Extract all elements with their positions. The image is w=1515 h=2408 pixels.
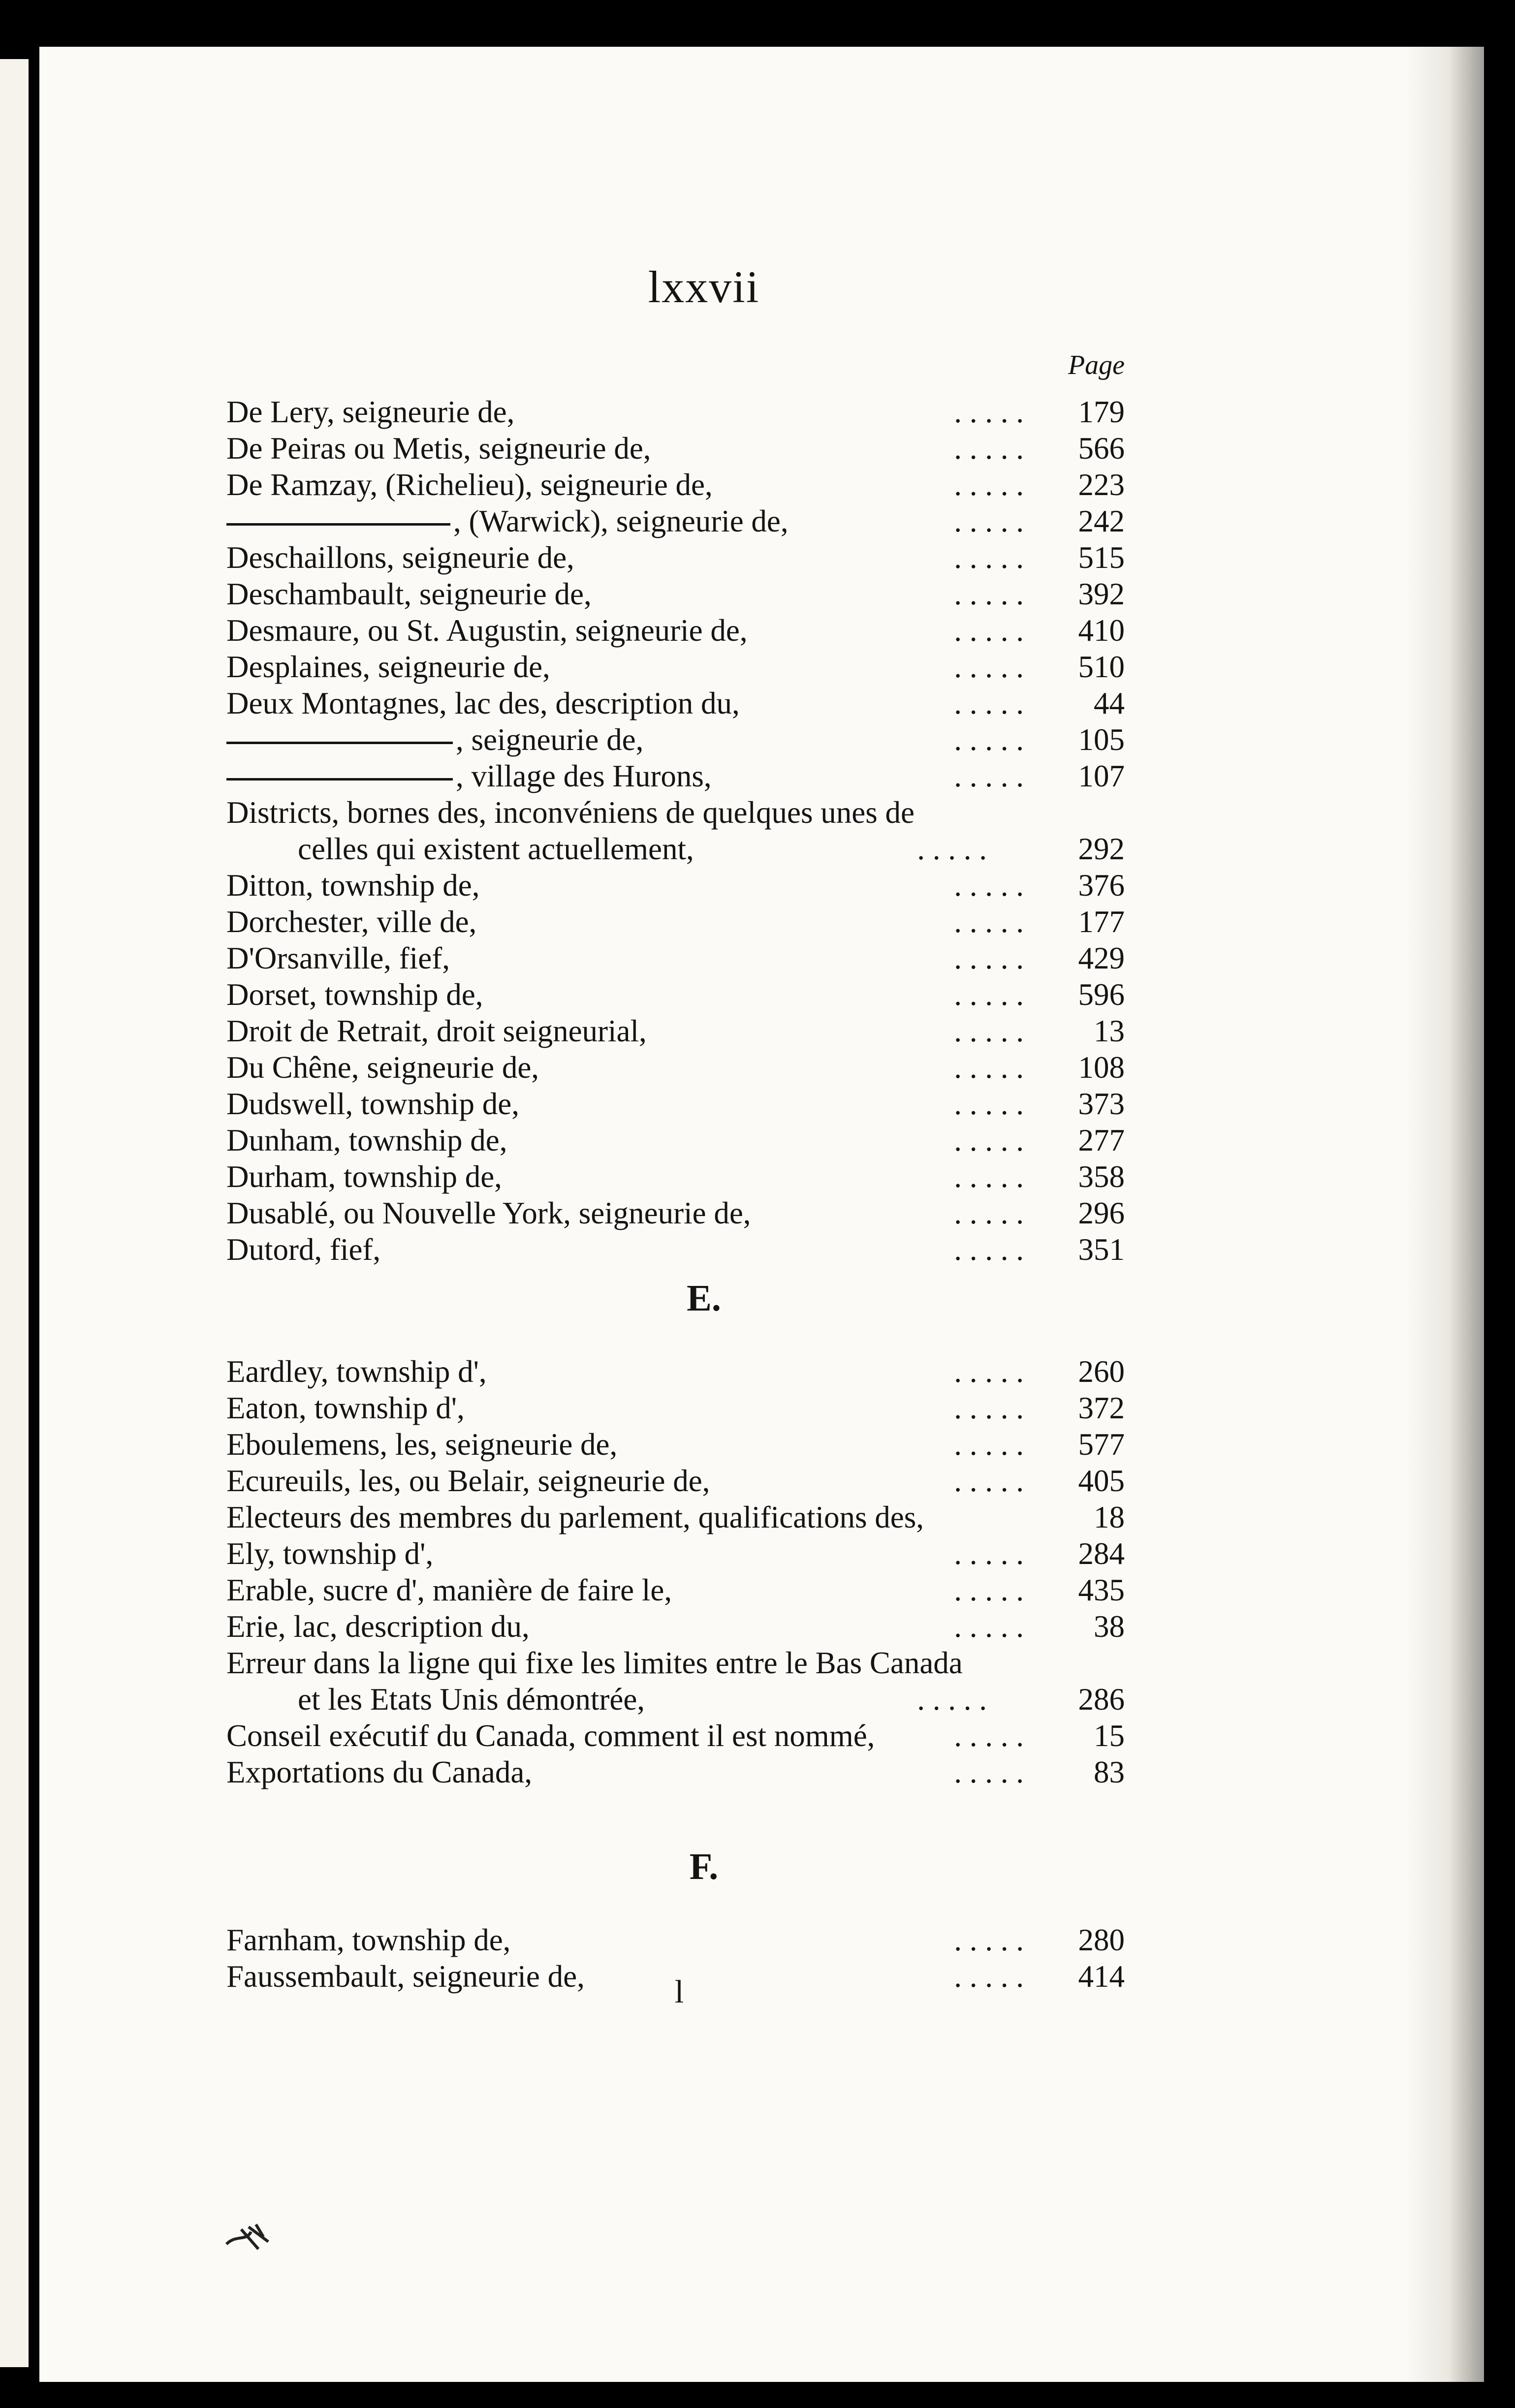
dot-leader: . . . . . — [954, 1719, 1024, 1753]
entry-term — [226, 1608, 530, 1645]
entry-term-text: Dunham, township de, — [226, 1123, 507, 1157]
entry-term-text: Farnham, township de, — [226, 1923, 511, 1957]
index-entry — [226, 1754, 1125, 1790]
dot-leader: . . . . . — [954, 504, 1024, 538]
dot-leader: . . . . . — [954, 1159, 1024, 1194]
dot-leader: . . . . . — [954, 941, 1024, 975]
entry-term — [226, 1390, 465, 1426]
dot-leader: . . . . . — [917, 1682, 987, 1717]
entry-page-number: 177 — [1078, 905, 1125, 939]
entry-page-number: 429 — [1078, 941, 1125, 975]
index-entry — [226, 1390, 1125, 1426]
ditto-dash — [226, 778, 453, 781]
entry-term — [298, 831, 694, 867]
dot-leader: . . . . . — [954, 540, 1024, 575]
entry-page-number: 358 — [1078, 1159, 1125, 1194]
entry-term — [226, 976, 483, 1013]
entry-term-text: Erable, sucre d', manière de faire le, — [226, 1573, 672, 1607]
index-entry — [226, 1958, 1125, 1995]
index-entry — [226, 685, 1125, 721]
entry-term-text: D'Orsanville, fief, — [226, 941, 450, 975]
entry-term-text: Faussembault, seigneurie de, — [226, 1959, 585, 1994]
index-entry — [226, 721, 1125, 758]
entry-term-text: Eboulemens, les, seigneurie de, — [226, 1427, 618, 1462]
index-entry — [226, 503, 1125, 539]
entry-term-text: Dusablé, ou Nouvelle York, seigneurie de, — [226, 1196, 751, 1230]
dot-leader: . . . . . — [954, 1050, 1024, 1085]
page-column-header: Page — [1068, 350, 1125, 380]
dot-leader: . . . . . — [954, 577, 1024, 611]
entry-page-number: 179 — [1078, 395, 1125, 429]
entry-term-text: Du Chêne, seigneurie de, — [226, 1050, 539, 1085]
dot-leader: . . . . . — [954, 1609, 1024, 1644]
dot-leader: . . . . . — [954, 1232, 1024, 1267]
dot-leader: . . . . . — [954, 686, 1024, 720]
dot-leader: . . . . . — [954, 1354, 1024, 1389]
entry-term — [226, 1353, 487, 1390]
section-heading-e: E. — [687, 1278, 721, 1319]
entry-term — [226, 1426, 617, 1463]
entry-page-number: 242 — [1078, 504, 1125, 538]
entry-term-text: Dorset, township de, — [226, 977, 483, 1012]
entry-term-text: Eardley, township d', — [226, 1354, 487, 1389]
entry-term-text: Conseil exécutif du Canada, comment il est nommé, — [226, 1719, 875, 1753]
entry-page-number: 284 — [1078, 1536, 1125, 1571]
entry-page-number: 107 — [1078, 759, 1125, 793]
entry-term-text: Ditton, township de, — [226, 868, 480, 903]
entry-term — [226, 1086, 519, 1122]
entry-term-text: Dutord, fief, — [226, 1232, 381, 1267]
section-heading-f: F. — [689, 1846, 719, 1887]
entry-term-text: Droit de Retrait, droit seigneurial, — [226, 1014, 647, 1048]
entry-term — [226, 576, 592, 612]
entry-term — [226, 721, 643, 758]
index-entry — [226, 1463, 1125, 1499]
entry-term — [226, 649, 550, 685]
index-entry — [226, 1158, 1125, 1195]
entry-page-number: 260 — [1078, 1354, 1125, 1389]
entry-term — [226, 758, 712, 794]
index-entry — [226, 1718, 1125, 1754]
entry-page-number: 105 — [1078, 722, 1125, 757]
index-entry — [226, 1645, 1125, 1681]
entry-page-number: 372 — [1078, 1391, 1125, 1425]
dot-leader: . . . . . — [954, 1391, 1024, 1425]
entry-term-text: , (Warwick), seigneurie de, — [453, 504, 789, 538]
entry-page-number: 410 — [1078, 613, 1125, 648]
entry-page-number: 296 — [1078, 1196, 1125, 1230]
entry-term — [226, 394, 514, 430]
entry-page-number: 108 — [1078, 1050, 1125, 1085]
dot-leader: . . . . . — [954, 468, 1024, 502]
entry-term-text: Erreur dans la ligne qui fixe les limites entre le Bas Canada — [226, 1646, 963, 1680]
entry-term-text: De Lery, seigneurie de, — [226, 395, 515, 429]
index-entry — [298, 1681, 1125, 1718]
dot-leader: . . . . . — [954, 1959, 1024, 1994]
entry-term — [226, 1158, 502, 1195]
dot-leader: . . . . . — [954, 1123, 1024, 1157]
entry-term-text: Exportations du Canada, — [226, 1755, 533, 1789]
ink-flourish-mark — [221, 2215, 281, 2254]
entry-term-text: Ecureuils, les, ou Belair, seigneurie de, — [226, 1464, 710, 1498]
entry-term — [226, 1922, 510, 1958]
entry-page-number: 376 — [1078, 868, 1125, 903]
index-entry — [226, 1426, 1125, 1463]
entry-term-text: et les Etats Unis démontrée, — [298, 1682, 645, 1717]
entry-page-number: 280 — [1078, 1923, 1125, 1957]
entry-term — [226, 430, 651, 467]
entry-term-text: Desplaines, seigneurie de, — [226, 650, 550, 684]
index-entry — [226, 1499, 1125, 1535]
entry-term — [226, 1231, 380, 1268]
entry-term-text: , seigneurie de, — [456, 722, 644, 757]
entry-page-number: 13 — [1094, 1014, 1125, 1048]
entry-term — [226, 1754, 532, 1790]
index-entry — [226, 1195, 1125, 1231]
index-entry — [226, 1049, 1125, 1086]
entry-page-number: 515 — [1078, 540, 1125, 575]
dot-leader: . . . . . — [954, 1427, 1024, 1462]
entry-term-text: Durham, township de, — [226, 1159, 502, 1194]
index-entry — [226, 1608, 1125, 1645]
ditto-dash — [226, 742, 453, 744]
dot-leader: . . . . . — [954, 977, 1024, 1012]
dot-leader: . . . . . — [954, 1755, 1024, 1789]
dot-leader: . . . . . — [954, 1196, 1024, 1230]
entry-term — [226, 904, 476, 940]
index-entry — [298, 831, 1125, 867]
entry-term — [226, 1572, 672, 1608]
book-page — [39, 47, 1484, 2382]
dot-leader: . . . . . — [954, 1464, 1024, 1498]
entry-term — [226, 539, 574, 576]
entry-term — [226, 794, 1036, 831]
index-entry — [226, 430, 1125, 467]
entry-page-number: 405 — [1078, 1464, 1125, 1498]
index-entry — [226, 649, 1125, 685]
entry-term — [226, 1535, 433, 1572]
dot-leader: . . . . . — [954, 905, 1024, 939]
dot-leader: . . . . . — [954, 759, 1024, 793]
entry-term — [226, 1122, 507, 1158]
dot-leader: . . . . . — [954, 431, 1024, 466]
dot-leader: . . . . . — [954, 1536, 1024, 1571]
dot-leader: . . . . . — [954, 722, 1024, 757]
entry-page-number: 18 — [1094, 1500, 1125, 1534]
index-entry — [226, 1535, 1125, 1572]
entry-term — [226, 1463, 710, 1499]
index-entry — [226, 758, 1125, 794]
entry-term — [226, 940, 450, 976]
page-number: lxxvii — [648, 262, 760, 312]
entry-page-number: 414 — [1078, 1959, 1125, 1994]
entry-term-text: , village des Hurons, — [456, 759, 712, 793]
dot-leader: . . . . . — [954, 868, 1024, 903]
dot-leader: . . . . . — [954, 650, 1024, 684]
entry-term — [226, 1013, 647, 1049]
entry-page-number: 373 — [1078, 1087, 1125, 1121]
entry-page-number: 510 — [1078, 650, 1125, 684]
index-entry — [226, 1122, 1125, 1158]
index-entry — [226, 1013, 1125, 1049]
dot-leader: . . . . . — [954, 613, 1024, 648]
entry-page-number: 277 — [1078, 1123, 1125, 1157]
entry-term — [298, 1681, 645, 1718]
dot-leader: . . . . . — [954, 1014, 1024, 1048]
entry-page-number: 351 — [1078, 1232, 1125, 1267]
entry-term-text: Eaton, township d', — [226, 1391, 465, 1425]
entry-term-text: Electeurs des membres du parlement, qualifications des, — [226, 1500, 924, 1534]
entry-page-number: 292 — [1078, 832, 1125, 866]
entry-page-number: 44 — [1094, 686, 1125, 720]
entry-page-number: 83 — [1094, 1755, 1125, 1789]
entry-term-text: Dudswell, township de, — [226, 1087, 519, 1121]
index-entry — [226, 1086, 1125, 1122]
entry-term-text: De Peiras ou Metis, seigneurie de, — [226, 431, 651, 466]
entry-page-number: 286 — [1078, 1682, 1125, 1717]
entry-term-text: Desmaure, ou St. Augustin, seigneurie de, — [226, 613, 748, 648]
entry-term — [226, 1049, 539, 1086]
index-entry — [226, 394, 1125, 430]
entry-term-text: Deschambault, seigneurie de, — [226, 577, 592, 611]
ditto-dash — [226, 523, 450, 526]
index-entry — [226, 794, 1125, 831]
index-entry — [226, 1572, 1125, 1608]
entry-term-text: Deschaillons, seigneurie de, — [226, 540, 574, 575]
dot-leader: . . . . . — [954, 1087, 1024, 1121]
index-entry — [226, 539, 1125, 576]
entry-term — [226, 1958, 585, 1995]
index-entry — [226, 1353, 1125, 1390]
facing-page-edge — [0, 59, 29, 2367]
signature-mark: l — [674, 1974, 684, 2010]
index-entry — [226, 576, 1125, 612]
index-entry — [226, 940, 1125, 976]
dot-leader: . . . . . — [954, 1573, 1024, 1607]
entry-page-number: 392 — [1078, 577, 1125, 611]
entry-page-number: 566 — [1078, 431, 1125, 466]
entry-term-text: De Ramzay, (Richelieu), seigneurie de, — [226, 468, 713, 502]
entry-page-number: 577 — [1078, 1427, 1125, 1462]
index-entry — [226, 904, 1125, 940]
index-entry — [226, 612, 1125, 649]
dot-leader: . . . . . — [917, 832, 987, 866]
index-entry — [226, 867, 1125, 904]
page-fore-edge-shadow — [1405, 47, 1484, 2382]
entry-term-text: Erie, lac, description du, — [226, 1609, 530, 1644]
dot-leader: . . . . . — [954, 1923, 1024, 1957]
entry-page-number: 15 — [1094, 1719, 1125, 1753]
entry-page-number: 596 — [1078, 977, 1125, 1012]
dot-leader: . . . . . — [954, 395, 1024, 429]
entry-term — [226, 1645, 1036, 1681]
entry-term — [226, 1499, 1036, 1535]
entry-term-text: Districts, bornes des, inconvéniens de quelques unes de — [226, 795, 915, 830]
entry-page-number: 223 — [1078, 468, 1125, 502]
entry-term-text: celles qui existent actuellement, — [298, 832, 694, 866]
entry-term-text: Ely, township d', — [226, 1536, 434, 1571]
index-entry — [226, 467, 1125, 503]
entry-term-text: Deux Montagnes, lac des, description du, — [226, 686, 740, 720]
index-entry — [226, 976, 1125, 1013]
entry-page-number: 38 — [1094, 1609, 1125, 1644]
index-entry — [226, 1922, 1125, 1958]
entry-term-text: Dorchester, ville de, — [226, 905, 477, 939]
entry-page-number: 435 — [1078, 1573, 1125, 1607]
entry-term — [226, 867, 480, 904]
index-entry — [226, 1231, 1125, 1268]
entry-term — [226, 467, 713, 503]
